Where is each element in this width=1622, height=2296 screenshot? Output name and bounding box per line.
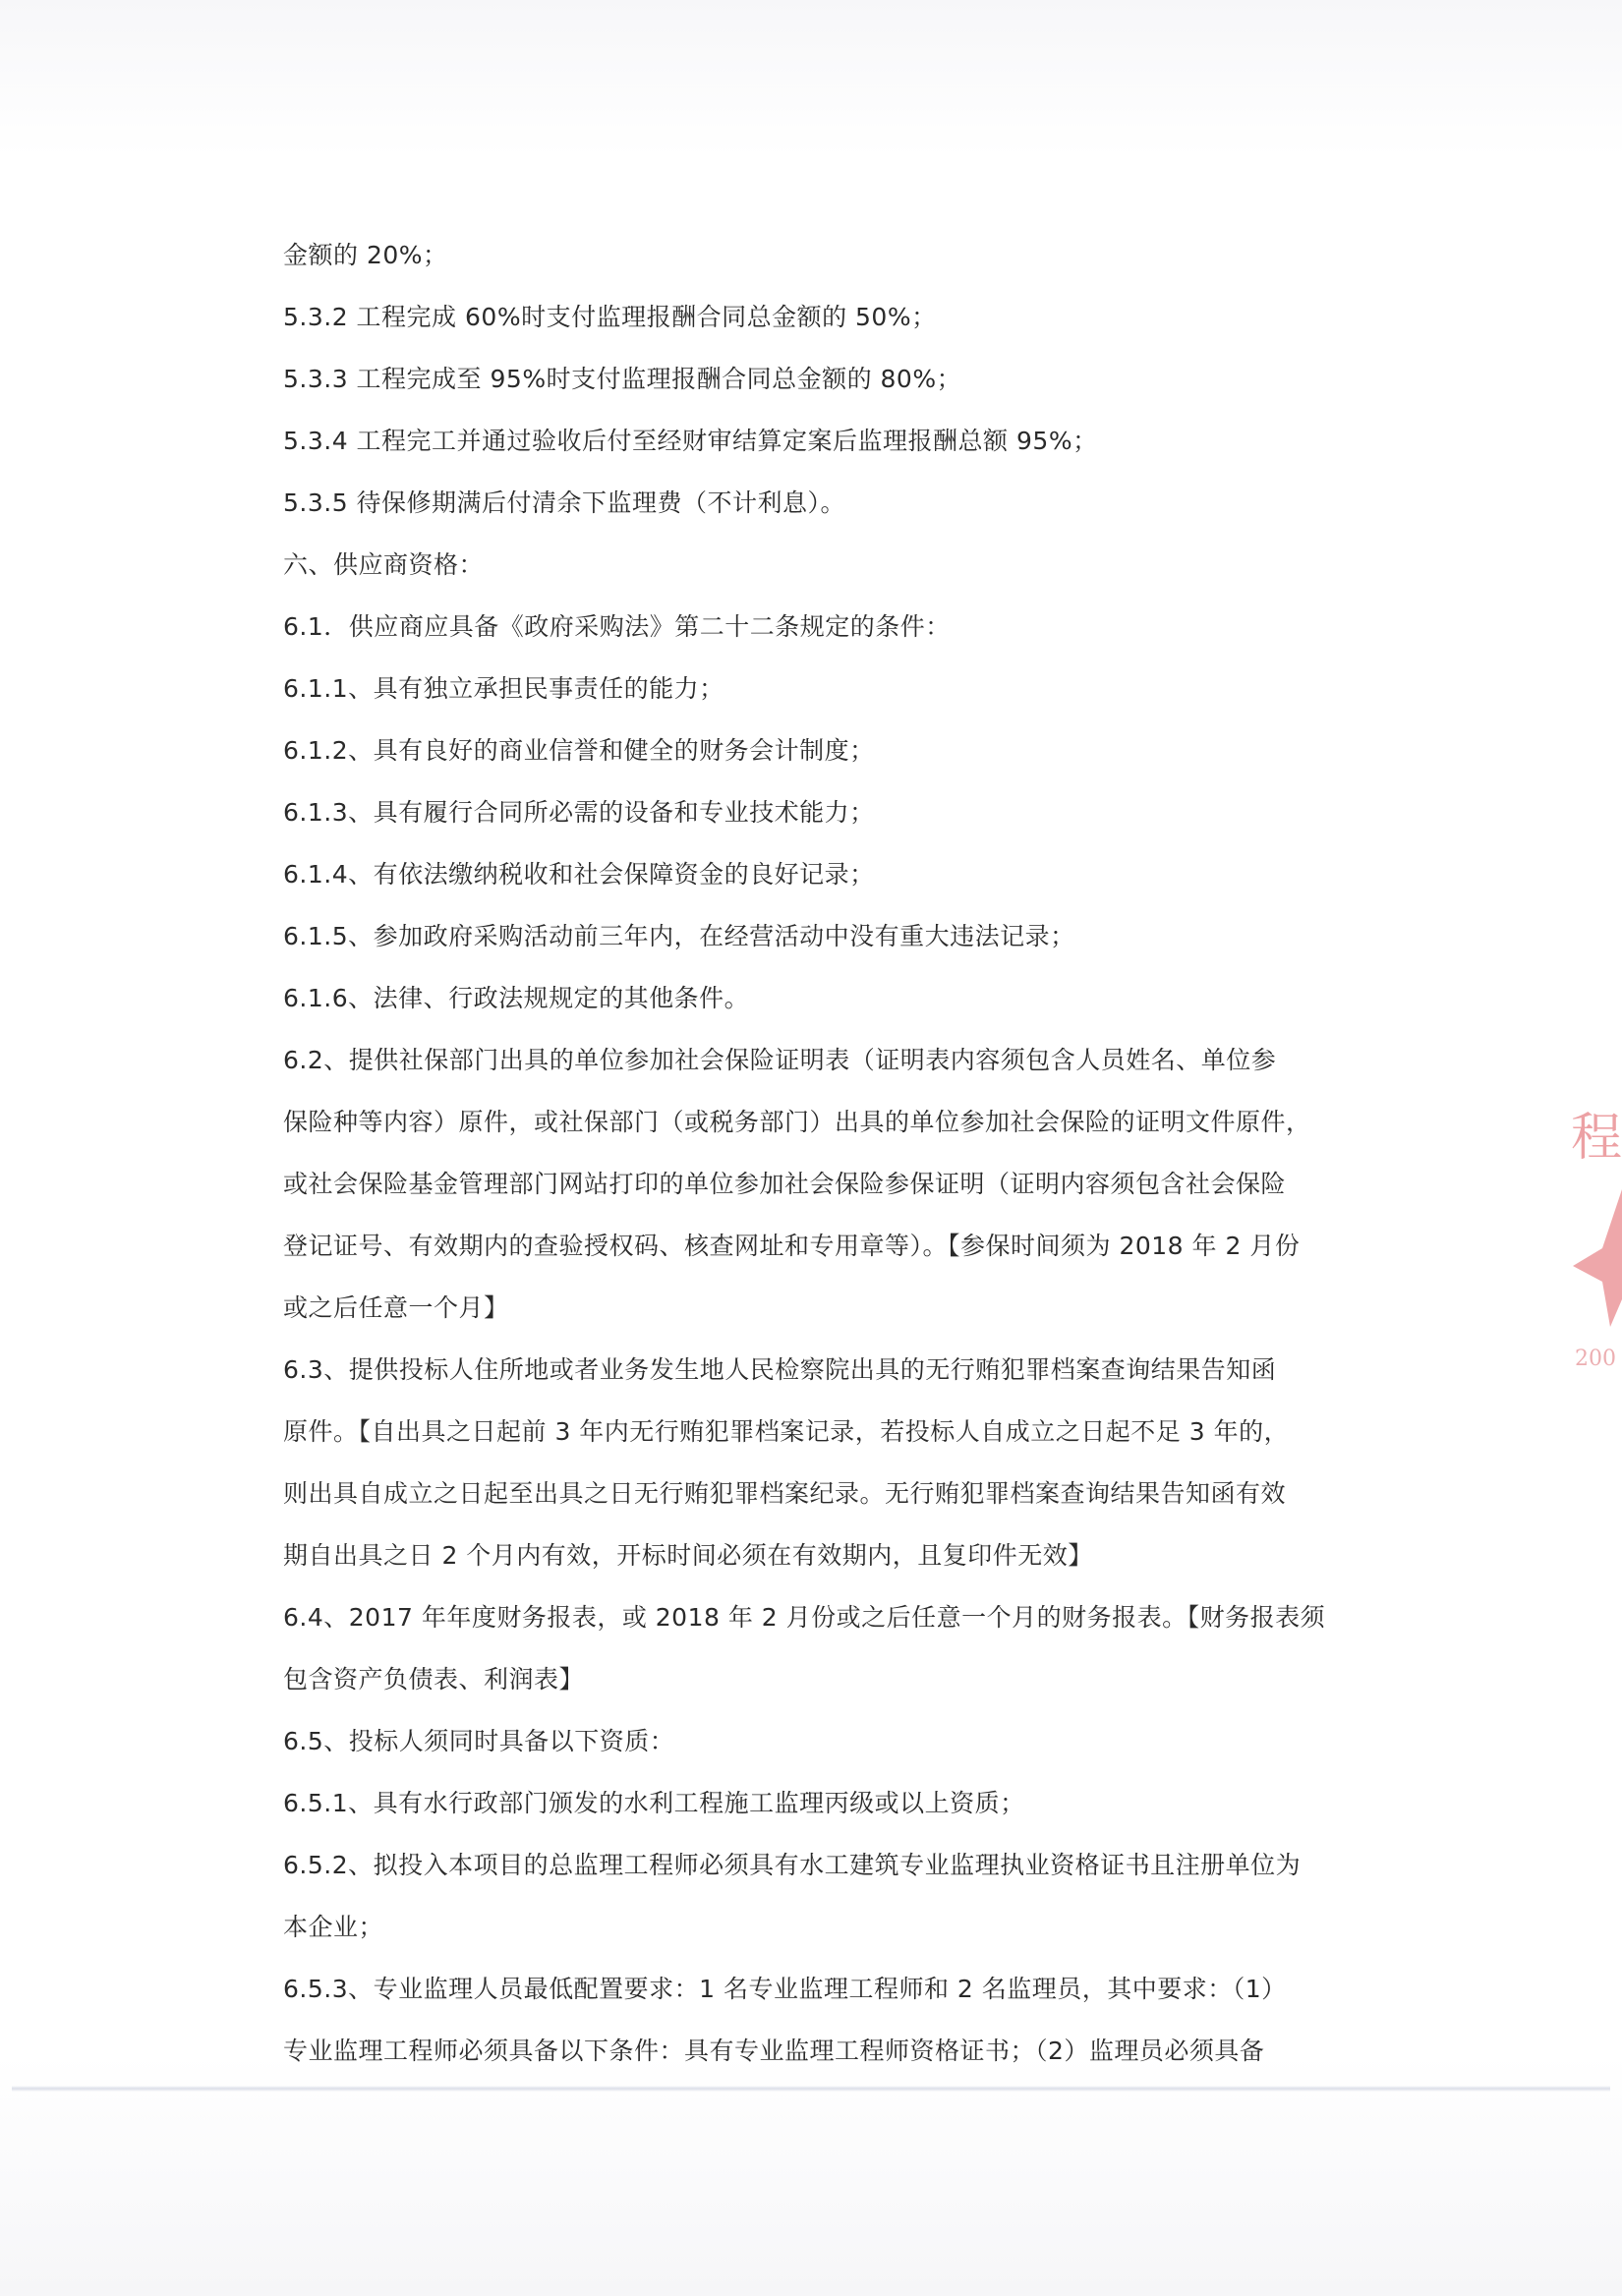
text-line: 期自出具之日 2 个月内有效，开标时间必须在有效期内，且复印件无效】 <box>283 1541 1093 1570</box>
text-line: 保险种等内容）原件，或社保部门（或税务部门）出具的单位参加社会保险的证明文件原件， <box>283 1108 1311 1136</box>
text-line: 或之后任意一个月】 <box>283 1293 509 1322</box>
text-line: 6.1.1、具有独立承担民事责任的能力； <box>283 674 724 703</box>
stamp-digits: 200 <box>1575 1347 1616 1371</box>
section-heading: 六、供应商资格： <box>283 550 485 579</box>
text-line: 登记证号、有效期内的查验授权码、核查网址和专用章等）。【参保时间须为 2018 年 2 月份 <box>283 1232 1301 1260</box>
stamp-star-icon <box>1567 1042 1622 1396</box>
text-line: 5.3.2 工程完成 60%时支付监理报酬合同总金额的 50%； <box>283 303 937 331</box>
text-line: 包含资产负债表、利润表】 <box>283 1665 585 1693</box>
text-line: 6.5.3、专业监理人员最低配置要求：1 名专业监理工程师和 2 名监理员，其中要求：（1） <box>283 1975 1287 2003</box>
text-line: 金额的 20%； <box>283 241 448 269</box>
scan-edge-line <box>12 2086 1610 2092</box>
text-line: 6.5.1、具有水行政部门颁发的水利工程施工监理丙级或以上资质； <box>283 1789 1025 1817</box>
text-line: 5.3.4 工程完工并通过验收后付至经财审结算定案后监理报酬总额 95%； <box>283 427 1098 455</box>
seal-stamp-fragment <box>1567 1042 1622 1396</box>
text-line: 本企业； <box>283 1913 384 1941</box>
text-line: 6.4、2017 年年度财务报表，或 2018 年 2 月份或之后任意一个月的财务报表。【财务报表须 <box>283 1603 1326 1632</box>
text-line: 则出具自成立之日起至出具之日无行贿犯罪档案纪录。无行贿犯罪档案查询结果告知函有效 <box>283 1479 1287 1508</box>
text-line: 6.3、提供投标人住所地或者业务发生地人民检察院出具的无行贿犯罪档案查询结果告知函 <box>283 1355 1277 1384</box>
text-line: 或社会保险基金管理部门网站打印的单位参加社会保险参保证明（证明内容须包含社会保险 <box>283 1170 1287 1198</box>
text-line: 5.3.5 待保修期满后付清余下监理费（不计利息）。 <box>283 488 846 517</box>
text-line: 6.2、提供社保部门出具的单位参加社会保险证明表（证明表内容须包含人员姓名、单位参 <box>283 1046 1277 1074</box>
text-line: 专业监理工程师必须具备以下条件：具有专业监理工程师资格证书；（2）监理员必须具备 <box>283 2037 1265 2065</box>
document-body <box>283 224 1376 2082</box>
text-line: 6.1.5、参加政府采购活动前三年内，在经营活动中没有重大违法记录； <box>283 922 1075 950</box>
stamp-glyph: 程 <box>1571 1109 1615 1168</box>
text-line: 6.5、投标人须同时具备以下资质： <box>283 1727 675 1755</box>
text-line: 6.5.2、拟投入本项目的总监理工程师必须具有水工建筑专业监理执业资格证书且注册单位为 <box>283 1851 1302 1879</box>
text-line: 6.1.6、法律、行政法规规定的其他条件。 <box>283 984 750 1012</box>
text-line: 6.1．供应商应具备《政府采购法》第二十二条规定的条件： <box>283 612 951 641</box>
text-line: 6.1.4、有依法缴纳税收和社会保障资金的良好记录； <box>283 860 875 889</box>
text-line: 6.1.2、具有良好的商业信誉和健全的财务会计制度； <box>283 736 875 765</box>
text-line: 6.1.3、具有履行合同所必需的设备和专业技术能力； <box>283 798 875 827</box>
text-line: 5.3.3 工程完成至 95%时支付监理报酬合同总金额的 80%； <box>283 365 962 393</box>
text-line: 原件。【自出具之日起前 3 年内无行贿犯罪档案记录，若投标人自成立之日起不足 3 年的， <box>283 1417 1290 1446</box>
